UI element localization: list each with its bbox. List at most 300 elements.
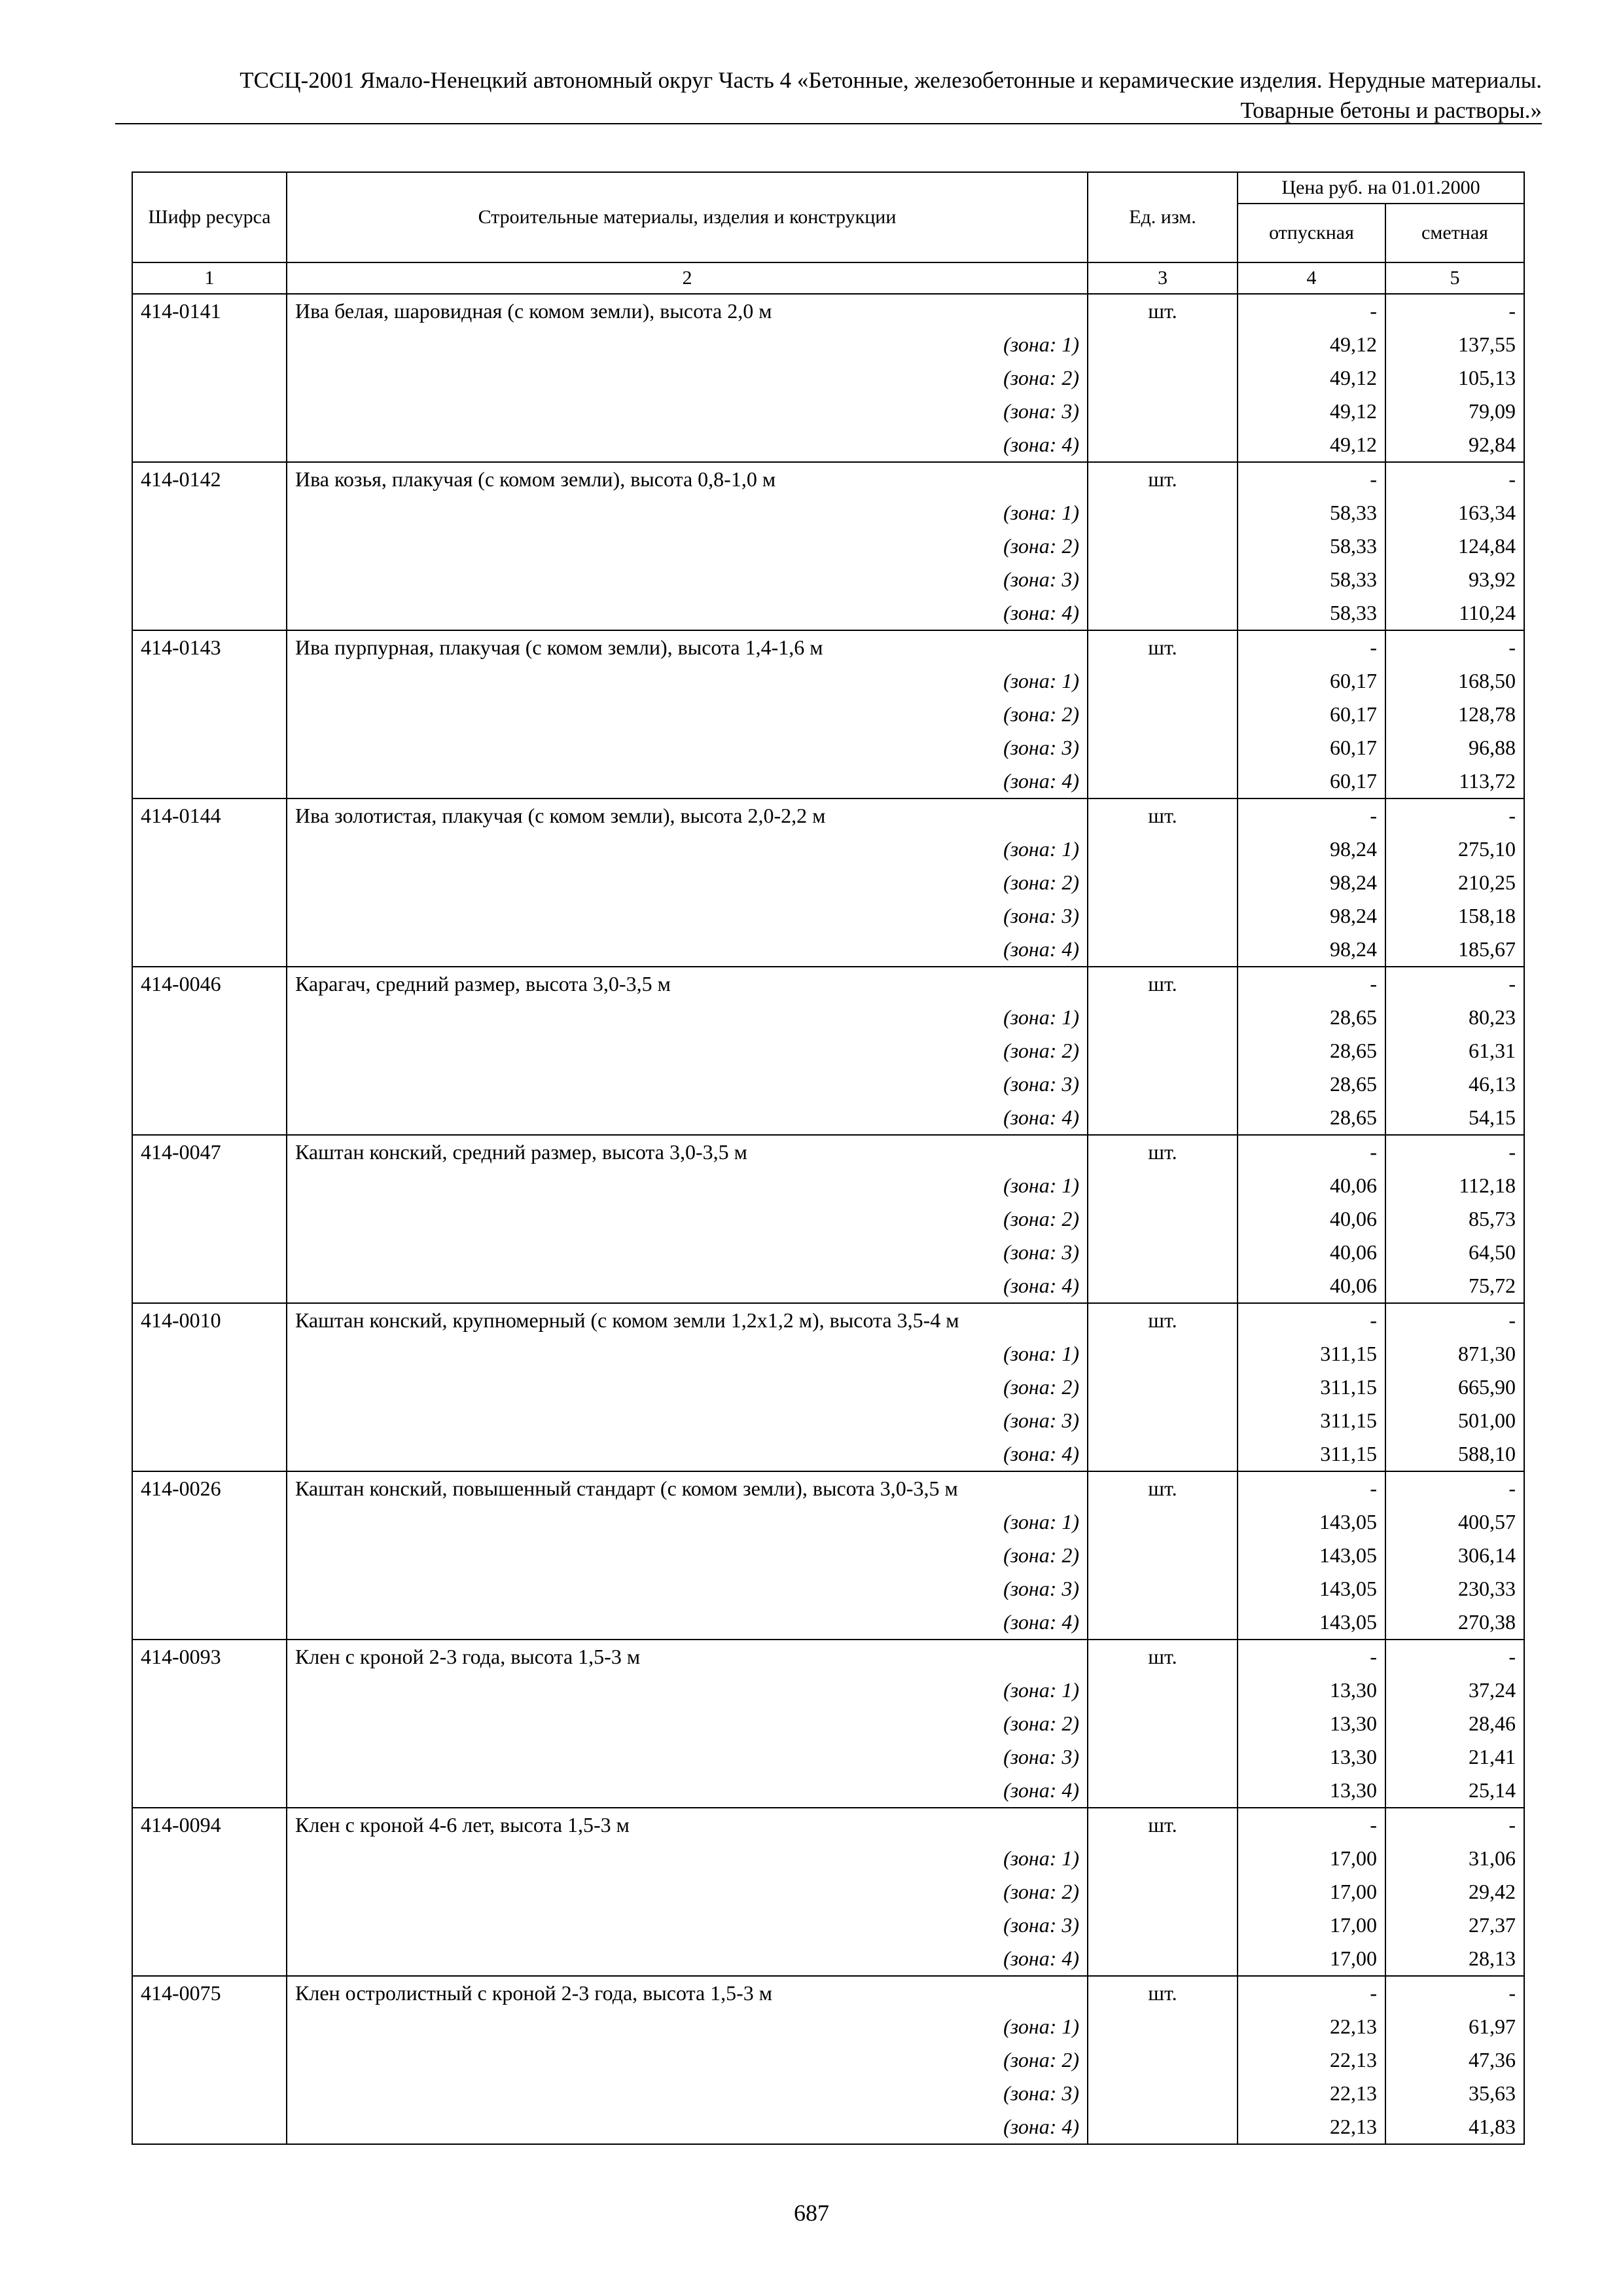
material-name: Ива пурпурная, плакучая (с комом земли), высота 1,4-1,6 м — [287, 630, 1088, 664]
zone-code-cell — [132, 1067, 287, 1101]
zone-estimate-price: 306,14 — [1385, 1539, 1524, 1572]
zone-estimate-price: 25,14 — [1385, 1774, 1524, 1808]
zone-code-cell — [132, 428, 287, 462]
zone-label: (зона: 1) — [287, 1674, 1088, 1707]
resource-code: 414-0093 — [132, 1640, 287, 1674]
zone-release-price: 49,12 — [1238, 428, 1385, 462]
zone-row — [132, 933, 1524, 967]
zone-unit-cell — [1088, 1605, 1238, 1640]
zone-release-price: 28,65 — [1238, 1001, 1385, 1034]
zone-row — [132, 1236, 1524, 1269]
resource-code: 414-0142 — [132, 462, 287, 496]
table-row — [132, 462, 1524, 496]
zone-label: (зона: 3) — [287, 1909, 1088, 1942]
zone-code-cell — [132, 1034, 287, 1067]
table-row — [132, 1471, 1524, 1505]
estimate-price: - — [1385, 1976, 1524, 2010]
column-number-2: 2 — [287, 262, 1088, 294]
zone-label: (зона: 3) — [287, 1572, 1088, 1605]
zone-estimate-price: 113,72 — [1385, 764, 1524, 798]
zone-row — [132, 328, 1524, 361]
zone-code-cell — [132, 395, 287, 428]
zone-estimate-price: 61,31 — [1385, 1034, 1524, 1067]
zone-row — [132, 1875, 1524, 1909]
zone-row — [132, 1067, 1524, 1101]
release-price: - — [1238, 967, 1385, 1001]
zone-label: (зона: 2) — [287, 1875, 1088, 1909]
table-header — [132, 172, 1524, 294]
unit-cell: шт. — [1088, 462, 1238, 496]
zone-estimate-price: 163,34 — [1385, 496, 1524, 529]
release-price: - — [1238, 798, 1385, 833]
zone-label: (зона: 2) — [287, 361, 1088, 395]
zone-label: (зона: 3) — [287, 1740, 1088, 1774]
zone-code-cell — [132, 361, 287, 395]
zone-code-cell — [132, 1337, 287, 1371]
zone-unit-cell — [1088, 1539, 1238, 1572]
zone-release-price: 22,13 — [1238, 2110, 1385, 2144]
zone-label: (зона: 2) — [287, 698, 1088, 731]
header-unit: Ед. изм. — [1088, 172, 1238, 262]
zone-row — [132, 361, 1524, 395]
zone-release-price: 311,15 — [1238, 1404, 1385, 1437]
zone-row — [132, 1539, 1524, 1572]
zone-code-cell — [132, 1572, 287, 1605]
estimate-price: - — [1385, 798, 1524, 833]
zone-row — [132, 1707, 1524, 1740]
material-name: Клен остролистный с кроной 2-3 года, высота 1,5-3 м — [287, 1976, 1088, 2010]
zone-code-cell — [132, 1505, 287, 1539]
release-price: - — [1238, 1976, 1385, 2010]
column-number-1: 1 — [132, 262, 287, 294]
zone-row — [132, 496, 1524, 529]
material-name: Каштан конский, средний размер, высота 3,0-3,5 м — [287, 1135, 1088, 1169]
zone-release-price: 143,05 — [1238, 1539, 1385, 1572]
unit-cell: шт. — [1088, 630, 1238, 664]
zone-estimate-price: 93,92 — [1385, 563, 1524, 596]
zone-unit-cell — [1088, 1875, 1238, 1909]
zone-row — [132, 2110, 1524, 2144]
zone-release-price: 22,13 — [1238, 2043, 1385, 2077]
table-row — [132, 967, 1524, 1001]
zone-release-price: 143,05 — [1238, 1572, 1385, 1605]
unit-cell: шт. — [1088, 1976, 1238, 2010]
zone-row — [132, 1337, 1524, 1371]
zone-label: (зона: 3) — [287, 395, 1088, 428]
zone-label: (зона: 3) — [287, 563, 1088, 596]
zone-label: (зона: 2) — [287, 1034, 1088, 1067]
zone-row — [132, 1202, 1524, 1236]
zone-estimate-price: 46,13 — [1385, 1067, 1524, 1101]
zone-label: (зона: 2) — [287, 529, 1088, 563]
zone-estimate-price: 185,67 — [1385, 933, 1524, 967]
zone-label: (зона: 4) — [287, 2110, 1088, 2144]
zone-label: (зона: 1) — [287, 496, 1088, 529]
zone-estimate-price: 28,46 — [1385, 1707, 1524, 1740]
zone-release-price: 311,15 — [1238, 1437, 1385, 1471]
material-name: Каштан конский, крупномерный (с комом земли 1,2х1,2 м), высота 3,5-4 м — [287, 1303, 1088, 1337]
zone-label: (зона: 3) — [287, 1067, 1088, 1101]
zone-row — [132, 2077, 1524, 2110]
unit-cell: шт. — [1088, 1471, 1238, 1505]
zone-unit-cell — [1088, 1202, 1238, 1236]
zone-estimate-price: 270,38 — [1385, 1605, 1524, 1640]
zone-release-price: 98,24 — [1238, 833, 1385, 866]
zone-release-price: 143,05 — [1238, 1605, 1385, 1640]
zone-unit-cell — [1088, 1101, 1238, 1135]
header-release: отпускная — [1238, 204, 1385, 262]
zone-estimate-price: 124,84 — [1385, 529, 1524, 563]
zone-estimate-price: 588,10 — [1385, 1437, 1524, 1471]
zone-unit-cell — [1088, 664, 1238, 698]
zone-release-price: 40,06 — [1238, 1236, 1385, 1269]
header-divider — [115, 123, 1542, 124]
zone-code-cell — [132, 563, 287, 596]
zone-estimate-price: 41,83 — [1385, 2110, 1524, 2144]
material-name: Ива белая, шаровидная (с комом земли), высота 2,0 м — [287, 294, 1088, 328]
zone-release-price: 60,17 — [1238, 664, 1385, 698]
document-header — [115, 65, 1542, 126]
release-price: - — [1238, 630, 1385, 664]
zone-code-cell — [132, 1842, 287, 1875]
zone-estimate-price: 128,78 — [1385, 698, 1524, 731]
zone-label: (зона: 3) — [287, 731, 1088, 764]
zone-row — [132, 563, 1524, 596]
zone-row — [132, 1572, 1524, 1605]
zone-estimate-price: 158,18 — [1385, 899, 1524, 933]
zone-release-price: 22,13 — [1238, 2010, 1385, 2043]
zone-label: (зона: 2) — [287, 1707, 1088, 1740]
zone-code-cell — [132, 1269, 287, 1303]
zone-unit-cell — [1088, 1942, 1238, 1976]
zone-release-price: 58,33 — [1238, 563, 1385, 596]
resource-code: 414-0046 — [132, 967, 287, 1001]
zone-label: (зона: 2) — [287, 1202, 1088, 1236]
zone-unit-cell — [1088, 1707, 1238, 1740]
table-row — [132, 294, 1524, 328]
zone-estimate-price: 92,84 — [1385, 428, 1524, 462]
zone-estimate-price: 37,24 — [1385, 1674, 1524, 1707]
zone-label: (зона: 4) — [287, 933, 1088, 967]
table-row — [132, 1135, 1524, 1169]
material-name: Ива золотистая, плакучая (с комом земли), высота 2,0-2,2 м — [287, 798, 1088, 833]
zone-release-price: 311,15 — [1238, 1337, 1385, 1371]
zone-code-cell — [132, 2043, 287, 2077]
zone-estimate-price: 112,18 — [1385, 1169, 1524, 1202]
zone-row — [132, 1269, 1524, 1303]
zone-release-price: 49,12 — [1238, 395, 1385, 428]
zone-unit-cell — [1088, 395, 1238, 428]
resource-code: 414-0144 — [132, 798, 287, 833]
material-name: Клен с кроной 4-6 лет, высота 1,5-3 м — [287, 1808, 1088, 1842]
column-number-3: 3 — [1088, 262, 1238, 294]
zone-code-cell — [132, 866, 287, 899]
release-price: - — [1238, 1640, 1385, 1674]
zone-label: (зона: 4) — [287, 1774, 1088, 1808]
zone-code-cell — [132, 833, 287, 866]
zone-code-cell — [132, 899, 287, 933]
zone-unit-cell — [1088, 833, 1238, 866]
zone-code-cell — [132, 1101, 287, 1135]
estimate-price: - — [1385, 1471, 1524, 1505]
zone-code-cell — [132, 1740, 287, 1774]
page-number: 687 — [794, 2200, 829, 2226]
release-price: - — [1238, 1303, 1385, 1337]
zone-row — [132, 1740, 1524, 1774]
unit-cell: шт. — [1088, 967, 1238, 1001]
column-number-5: 5 — [1385, 262, 1524, 294]
zone-code-cell — [132, 1236, 287, 1269]
zone-unit-cell — [1088, 1067, 1238, 1101]
table-row — [132, 1808, 1524, 1842]
zone-row — [132, 596, 1524, 630]
table-row — [132, 1640, 1524, 1674]
zone-code-cell — [132, 596, 287, 630]
zone-row — [132, 1674, 1524, 1707]
zone-label: (зона: 1) — [287, 1505, 1088, 1539]
material-name: Каштан конский, повышенный стандарт (с комом земли), высота 3,0-3,5 м — [287, 1471, 1088, 1505]
zone-label: (зона: 1) — [287, 1842, 1088, 1875]
zone-unit-cell — [1088, 1774, 1238, 1808]
zone-estimate-price: 96,88 — [1385, 731, 1524, 764]
zone-unit-cell — [1088, 1572, 1238, 1605]
zone-code-cell — [132, 664, 287, 698]
zone-label: (зона: 4) — [287, 1437, 1088, 1471]
material-name: Ива козья, плакучая (с комом земли), высота 0,8-1,0 м — [287, 462, 1088, 496]
zone-row — [132, 664, 1524, 698]
header-title-line2: Товарные бетоны и растворы.» — [1240, 98, 1542, 123]
zone-row — [132, 1505, 1524, 1539]
zone-label: (зона: 1) — [287, 1337, 1088, 1371]
zone-release-price: 13,30 — [1238, 1707, 1385, 1740]
zone-estimate-price: 110,24 — [1385, 596, 1524, 630]
zone-estimate-price: 871,30 — [1385, 1337, 1524, 1371]
zone-release-price: 13,30 — [1238, 1740, 1385, 1774]
zone-unit-cell — [1088, 1001, 1238, 1034]
zone-unit-cell — [1088, 1505, 1238, 1539]
zone-label: (зона: 2) — [287, 866, 1088, 899]
zone-row — [132, 1101, 1524, 1135]
zone-release-price: 17,00 — [1238, 1875, 1385, 1909]
zone-code-cell — [132, 1371, 287, 1404]
zone-label: (зона: 4) — [287, 1942, 1088, 1976]
zone-release-price: 58,33 — [1238, 529, 1385, 563]
zone-release-price: 22,13 — [1238, 2077, 1385, 2110]
zone-row — [132, 1001, 1524, 1034]
zone-unit-cell — [1088, 596, 1238, 630]
zone-estimate-price: 400,57 — [1385, 1505, 1524, 1539]
estimate-price: - — [1385, 630, 1524, 664]
zone-estimate-price: 28,13 — [1385, 1942, 1524, 1976]
zone-row — [132, 395, 1524, 428]
zone-estimate-price: 210,25 — [1385, 866, 1524, 899]
zone-code-cell — [132, 1774, 287, 1808]
zone-estimate-price: 168,50 — [1385, 664, 1524, 698]
zone-estimate-price: 85,73 — [1385, 1202, 1524, 1236]
zone-estimate-price: 137,55 — [1385, 328, 1524, 361]
resource-code: 414-0010 — [132, 1303, 287, 1337]
zone-release-price: 98,24 — [1238, 866, 1385, 899]
zone-release-price: 40,06 — [1238, 1202, 1385, 1236]
zone-estimate-price: 665,90 — [1385, 1371, 1524, 1404]
zone-row — [132, 1909, 1524, 1942]
material-name: Клен с кроной 2-3 года, высота 1,5-3 м — [287, 1640, 1088, 1674]
estimate-price: - — [1385, 1135, 1524, 1169]
unit-cell: шт. — [1088, 1808, 1238, 1842]
zone-estimate-price: 75,72 — [1385, 1269, 1524, 1303]
zone-unit-cell — [1088, 1269, 1238, 1303]
resource-code: 414-0141 — [132, 294, 287, 328]
zone-code-cell — [132, 2010, 287, 2043]
zone-code-cell — [132, 1001, 287, 1034]
estimate-price: - — [1385, 462, 1524, 496]
zone-label: (зона: 4) — [287, 764, 1088, 798]
column-number-4: 4 — [1238, 262, 1385, 294]
zone-unit-cell — [1088, 2043, 1238, 2077]
zone-release-price: 17,00 — [1238, 1842, 1385, 1875]
zone-row — [132, 764, 1524, 798]
zone-label: (зона: 2) — [287, 1539, 1088, 1572]
zone-release-price: 40,06 — [1238, 1169, 1385, 1202]
zone-code-cell — [132, 1437, 287, 1471]
zone-unit-cell — [1088, 2010, 1238, 2043]
release-price: - — [1238, 294, 1385, 328]
unit-cell: шт. — [1088, 1640, 1238, 1674]
unit-cell: шт. — [1088, 798, 1238, 833]
zone-estimate-price: 21,41 — [1385, 1740, 1524, 1774]
zone-release-price: 98,24 — [1238, 933, 1385, 967]
zone-release-price: 58,33 — [1238, 496, 1385, 529]
zone-release-price: 13,30 — [1238, 1774, 1385, 1808]
zone-unit-cell — [1088, 428, 1238, 462]
zone-estimate-price: 27,37 — [1385, 1909, 1524, 1942]
zone-code-cell — [132, 1942, 287, 1976]
header-estimate: сметная — [1385, 204, 1524, 262]
zone-estimate-price: 79,09 — [1385, 395, 1524, 428]
table-row — [132, 1976, 1524, 2010]
zone-estimate-price: 61,97 — [1385, 2010, 1524, 2043]
zone-code-cell — [132, 698, 287, 731]
zone-unit-cell — [1088, 1674, 1238, 1707]
table-row — [132, 1303, 1524, 1337]
zone-label: (зона: 1) — [287, 328, 1088, 361]
zone-estimate-price: 275,10 — [1385, 833, 1524, 866]
zone-label: (зона: 4) — [287, 1605, 1088, 1640]
header-title-line1: ТССЦ-2001 Ямало-Ненецкий автономный округ Часть 4 «Бетонные, железобетонные и керамические изделия. Нерудные материалы. — [240, 67, 1542, 93]
zone-code-cell — [132, 1875, 287, 1909]
zone-release-price: 98,24 — [1238, 899, 1385, 933]
zone-unit-cell — [1088, 496, 1238, 529]
zone-estimate-price: 31,06 — [1385, 1842, 1524, 1875]
zone-row — [132, 1437, 1524, 1471]
zone-estimate-price: 501,00 — [1385, 1404, 1524, 1437]
zone-release-price: 13,30 — [1238, 1674, 1385, 1707]
zone-row — [132, 1404, 1524, 1437]
zone-label: (зона: 4) — [287, 428, 1088, 462]
zone-code-cell — [132, 1674, 287, 1707]
zone-label: (зона: 2) — [287, 2043, 1088, 2077]
zone-code-cell — [132, 529, 287, 563]
zone-unit-cell — [1088, 1337, 1238, 1371]
release-price: - — [1238, 1808, 1385, 1842]
zone-release-price: 58,33 — [1238, 596, 1385, 630]
zone-label: (зона: 1) — [287, 1169, 1088, 1202]
zone-label: (зона: 3) — [287, 1236, 1088, 1269]
unit-cell: шт. — [1088, 1135, 1238, 1169]
zone-code-cell — [132, 496, 287, 529]
zone-unit-cell — [1088, 361, 1238, 395]
zone-row — [132, 1605, 1524, 1640]
release-price: - — [1238, 1471, 1385, 1505]
zone-label: (зона: 1) — [287, 833, 1088, 866]
zone-row — [132, 428, 1524, 462]
zone-estimate-price: 105,13 — [1385, 361, 1524, 395]
unit-cell: шт. — [1088, 1303, 1238, 1337]
zone-unit-cell — [1088, 933, 1238, 967]
zone-unit-cell — [1088, 1842, 1238, 1875]
header-price: Цена руб. на 01.01.2000 — [1238, 172, 1524, 204]
zone-unit-cell — [1088, 1437, 1238, 1471]
zone-estimate-price: 80,23 — [1385, 1001, 1524, 1034]
release-price: - — [1238, 1135, 1385, 1169]
zone-row — [132, 1774, 1524, 1808]
zone-code-cell — [132, 1169, 287, 1202]
zone-unit-cell — [1088, 698, 1238, 731]
zone-row — [132, 833, 1524, 866]
zone-unit-cell — [1088, 1404, 1238, 1437]
zone-release-price: 49,12 — [1238, 328, 1385, 361]
zone-release-price: 311,15 — [1238, 1371, 1385, 1404]
zone-unit-cell — [1088, 328, 1238, 361]
zone-label: (зона: 4) — [287, 1101, 1088, 1135]
zone-code-cell — [132, 933, 287, 967]
zone-row — [132, 1942, 1524, 1976]
zone-estimate-price: 230,33 — [1385, 1572, 1524, 1605]
zone-row — [132, 1034, 1524, 1067]
header-code: Шифр ресурса — [132, 172, 287, 262]
resource-code: 414-0047 — [132, 1135, 287, 1169]
zone-label: (зона: 3) — [287, 2077, 1088, 2110]
zone-unit-cell — [1088, 1740, 1238, 1774]
zone-unit-cell — [1088, 2110, 1238, 2144]
estimate-price: - — [1385, 967, 1524, 1001]
zone-row — [132, 698, 1524, 731]
resource-code: 414-0026 — [132, 1471, 287, 1505]
zone-code-cell — [132, 1707, 287, 1740]
zone-row — [132, 866, 1524, 899]
zone-release-price: 143,05 — [1238, 1505, 1385, 1539]
release-price: - — [1238, 462, 1385, 496]
zone-unit-cell — [1088, 899, 1238, 933]
zone-label: (зона: 2) — [287, 1371, 1088, 1404]
table-row — [132, 630, 1524, 664]
unit-cell: шт. — [1088, 294, 1238, 328]
zone-release-price: 28,65 — [1238, 1067, 1385, 1101]
resource-code: 414-0075 — [132, 1976, 287, 2010]
zone-release-price: 60,17 — [1238, 731, 1385, 764]
zone-label: (зона: 4) — [287, 1269, 1088, 1303]
zone-row — [132, 1169, 1524, 1202]
zone-release-price: 40,06 — [1238, 1269, 1385, 1303]
zone-label: (зона: 3) — [287, 1404, 1088, 1437]
estimate-price: - — [1385, 294, 1524, 328]
zone-release-price: 17,00 — [1238, 1909, 1385, 1942]
zone-estimate-price: 35,63 — [1385, 2077, 1524, 2110]
zone-code-cell — [132, 764, 287, 798]
zone-unit-cell — [1088, 1909, 1238, 1942]
zone-label: (зона: 3) — [287, 899, 1088, 933]
table-body — [132, 294, 1524, 2144]
